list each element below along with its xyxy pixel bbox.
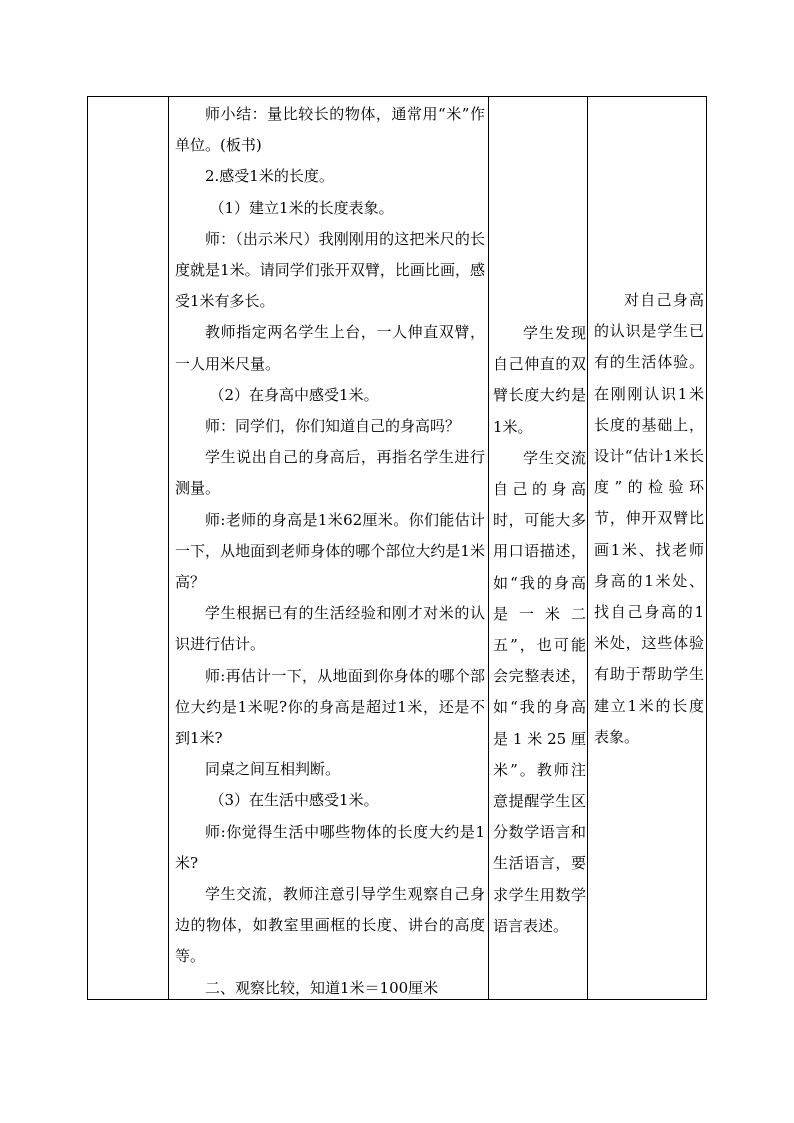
paragraph: 师小结：量比较长的物体，通常用“米”作单位。(板书) — [175, 105, 485, 155]
paragraph: 对自己身高的认识是学生已有的生活体验。在刚刚认识1米长度的基础上，设计“估计1米长度”的检验环节，伸开双臂比画1米、找老师身高的1米处、找自己身高的1米处，这些体验有助于帮助学生建立1米的长度表象。 — [594, 291, 704, 746]
paragraph: 学生发现自己伸直的双臂长度大约是1米。 — [493, 324, 586, 436]
paragraph: 师：同学们，你们知道自己的身高吗？ — [205, 417, 461, 436]
paragraph: 学生说出自己的身高后，再指名学生进行测量。 — [175, 448, 485, 498]
paragraph: 2.感受1米的长度。 — [205, 167, 334, 186]
paragraph: 学生交流自己的身高时，可能大多用口语描述，如“我的身高是一米二五”，也可能会完整表述，如“我的身高是1米25厘米”。教师注意提醒学生区分数学语言和生活语言，要求学生用数学语言表述。 — [493, 448, 586, 935]
paragraph: 学生根据已有的生活经验和刚才对米的认识进行估计。 — [175, 604, 485, 654]
paragraph: 教师指定两名学生上台，一人伸直双臂，一人用米尺量。 — [175, 323, 485, 373]
paragraph: 学生交流，教师注意引导学生观察自己身边的物体，如教室里画框的长度、讲台的高度等。 — [175, 885, 485, 966]
design-intent-cell — [587, 97, 707, 999]
teaching-process-cell — [168, 97, 489, 999]
paragraph: 师:老师的身高是1米62厘米。你们能估计一下，从地面到老师身体的哪个部位大约是1米高？ — [175, 510, 485, 592]
paragraph: 师:再估计一下，从地面到你身体的哪个部位大约是1米呢?你的身高是超过1米，还是不到1米? — [175, 666, 485, 748]
student-activity-cell — [488, 97, 588, 999]
lesson-table — [87, 96, 707, 1000]
student-activity-text — [493, 318, 586, 942]
paragraph: 师：（出示米尺）我刚刚用的这把米尺的长度就是1米。请同学们张开双臂，比画比画，感受1米有多长。 — [175, 229, 485, 311]
design-intent-text — [594, 285, 704, 753]
paragraph: （3）在生活中感受1米。 — [209, 791, 379, 810]
teaching-process-text — [175, 99, 485, 1004]
paragraph: 同桌之间互相判断。 — [205, 760, 341, 779]
paragraph: （2）在身高中感受1米。 — [209, 385, 379, 404]
paragraph: 二、观察比较，知道1米＝100厘米 — [205, 978, 439, 997]
paragraph: （1）建立1米的长度表象。 — [209, 198, 394, 217]
paragraph: 师:你觉得生活中哪些物体的长度大约是1米? — [175, 822, 485, 872]
